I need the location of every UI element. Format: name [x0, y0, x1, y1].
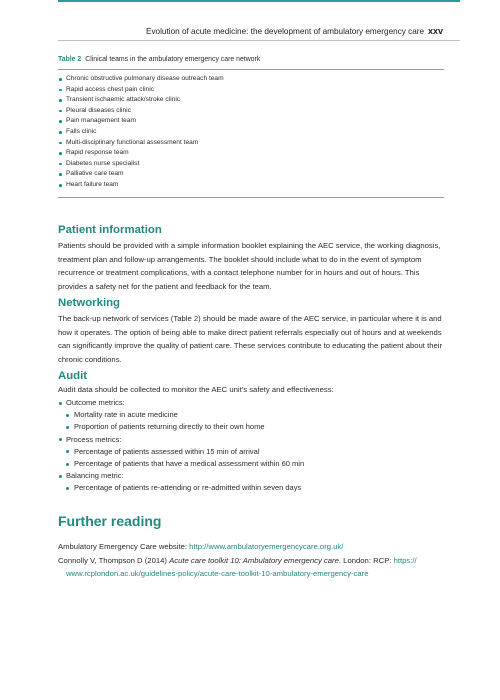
- bullet-icon: [66, 414, 69, 417]
- list-item: [58, 85, 224, 96]
- paragraph-line: provides a safety net for the patient and feedback for the team.: [58, 281, 272, 291]
- further-reading-list: [58, 540, 458, 581]
- audit-intro: [58, 383, 458, 397]
- list-item-text: Mortality rate in acute medicine: [74, 410, 178, 420]
- paragraph-line: chronic conditions.: [58, 354, 122, 364]
- list-item-text: Rapid access chest pain clinic: [66, 85, 154, 93]
- list-item-text: Diabetes nurse specialist: [66, 159, 140, 167]
- reference-text: Ambulatory Emergency Care website:: [58, 542, 190, 551]
- bullet-icon: [59, 438, 62, 441]
- list-item-text: Falls clinic: [66, 127, 97, 135]
- list-item: [58, 434, 304, 446]
- list-item-text: Proportion of patients returning directly to their own home: [74, 422, 265, 432]
- list-item-text: Palliative care team: [66, 170, 124, 178]
- bullet-icon: [59, 110, 62, 113]
- list-item-text: Pleural diseases clinic: [66, 106, 131, 114]
- bullet-icon: [59, 163, 62, 166]
- reference-authors: Connolly V, Thompson D (2014): [58, 555, 170, 565]
- reference-publisher: . London: RCP:: [338, 555, 394, 565]
- bullet-icon: [59, 131, 62, 134]
- section-heading-networking: Networking: [58, 297, 121, 309]
- bullet-icon: [66, 426, 69, 429]
- table-top-rule: [58, 69, 444, 70]
- bullet-icon: [59, 142, 62, 145]
- bullet-icon: [59, 89, 62, 92]
- paragraph-line: can significantly improve the quality of patient care. These services contribute to educating the patient about their: [58, 341, 443, 350]
- paragraph-line: recurrence or treatment complications, with a contact telephone number for in hours and out of hours. This: [58, 268, 420, 277]
- clinical-teams-list: [58, 74, 224, 191]
- table-2: [58, 56, 444, 198]
- list-item-text: Chronic obstructive pulmonary disease outreach team: [66, 75, 224, 82]
- list-item: [58, 138, 224, 149]
- list-item: [58, 180, 224, 191]
- reference-link[interactable]: https://: [393, 555, 417, 565]
- table-label: Table 2: [58, 56, 82, 63]
- list-item: [58, 159, 224, 170]
- bullet-icon: [66, 450, 69, 453]
- bullet-icon: [59, 152, 62, 155]
- bullet-icon: [59, 402, 62, 405]
- reference-2: [58, 554, 458, 568]
- list-item-text: Pain management team: [66, 117, 137, 125]
- header-accent-band: [58, 0, 460, 2]
- list-item-text: Outcome metrics:: [66, 398, 125, 407]
- list-item-text: Heart failure team: [66, 180, 119, 188]
- reference-link[interactable]: http://www.ambulatoryemergencycare.org.uk/: [189, 542, 344, 551]
- list-item: [58, 409, 304, 421]
- list-item-text: Percentage of patients re-attending or re-admitted within seven days: [74, 483, 302, 493]
- paragraph-line: how it operates. The option of being able to make direct patient referrals especially out of hours and at weekends: [58, 327, 442, 337]
- section-heading-patient-information: Patient information: [58, 224, 162, 236]
- paragraph-line: treatment plan and follow-up arrangements. The booklet should include what to do in the event of symptom: [58, 254, 422, 264]
- list-item-text: Rapid response team: [66, 149, 129, 157]
- list-item-text: Transient ischaemic attack/stroke clinic: [66, 96, 181, 104]
- reference-title: Acute care toolkit 10: Ambulatory emergency care: [169, 555, 339, 565]
- list-item: [58, 169, 224, 180]
- bullet-icon: [59, 99, 62, 102]
- bullet-icon: [66, 463, 69, 466]
- section-heading-further-reading: Further reading: [58, 513, 162, 529]
- running-header: [58, 0, 460, 40]
- list-item: [58, 106, 224, 117]
- networking-paragraph: [58, 312, 458, 366]
- page-number: xxv: [428, 26, 444, 36]
- list-item-text: Percentage of patients that have a medical assessment within 60 min: [74, 458, 305, 468]
- list-item: [58, 95, 224, 106]
- table-bottom-rule: [58, 197, 444, 198]
- reference-2-continued: [58, 567, 458, 581]
- list-item: [58, 127, 224, 138]
- patient-information-paragraph: [58, 239, 458, 293]
- section-heading-audit: Audit: [58, 370, 88, 382]
- list-item: [58, 116, 224, 127]
- paragraph-line: The back-up network of services (Table 2) should be made aware of the AEC service, in particular where it is and: [58, 314, 442, 323]
- table-caption: [58, 56, 260, 63]
- bullet-icon: [59, 173, 62, 176]
- header-divider: [58, 40, 460, 41]
- paragraph-line: Audit data should be collected to monitor the AEC unit's safety and effectiveness:: [58, 385, 334, 394]
- table-caption-text: Clinical teams in the ambulatory emergency care network: [85, 56, 261, 63]
- list-item: [58, 148, 224, 159]
- list-item-text: Percentage of patients assessed within 15 min of arrival: [74, 446, 260, 456]
- list-item-text: Balancing metric:: [66, 471, 124, 481]
- list-item: [58, 397, 304, 409]
- list-item: [58, 421, 304, 433]
- paragraph-line: Patients should be provided with a simple information booklet explaining the AEC service, the working diagnosis,: [58, 241, 441, 250]
- list-item: [58, 458, 304, 470]
- list-item: [58, 446, 304, 458]
- list-item: [58, 470, 304, 482]
- list-item-text: Multi-disciplinary functional assessment team: [66, 138, 199, 146]
- bullet-icon: [59, 475, 62, 478]
- reference-1: [58, 540, 458, 554]
- list-item-text: Process metrics:: [66, 434, 122, 444]
- header-title: Evolution of acute medicine: the development of ambulatory emergency care: [146, 27, 425, 36]
- audit-metrics-list: [58, 397, 304, 495]
- list-item: [58, 482, 304, 494]
- bullet-icon: [59, 120, 62, 123]
- bullet-icon: [59, 184, 62, 187]
- list-item: [58, 74, 224, 85]
- reference-link[interactable]: www.rcplondon.ac.uk/guidelines-policy/acute-care-toolkit-10-ambulatory-emergency-care: [66, 569, 369, 578]
- bullet-icon: [59, 78, 62, 81]
- bullet-icon: [66, 487, 69, 490]
